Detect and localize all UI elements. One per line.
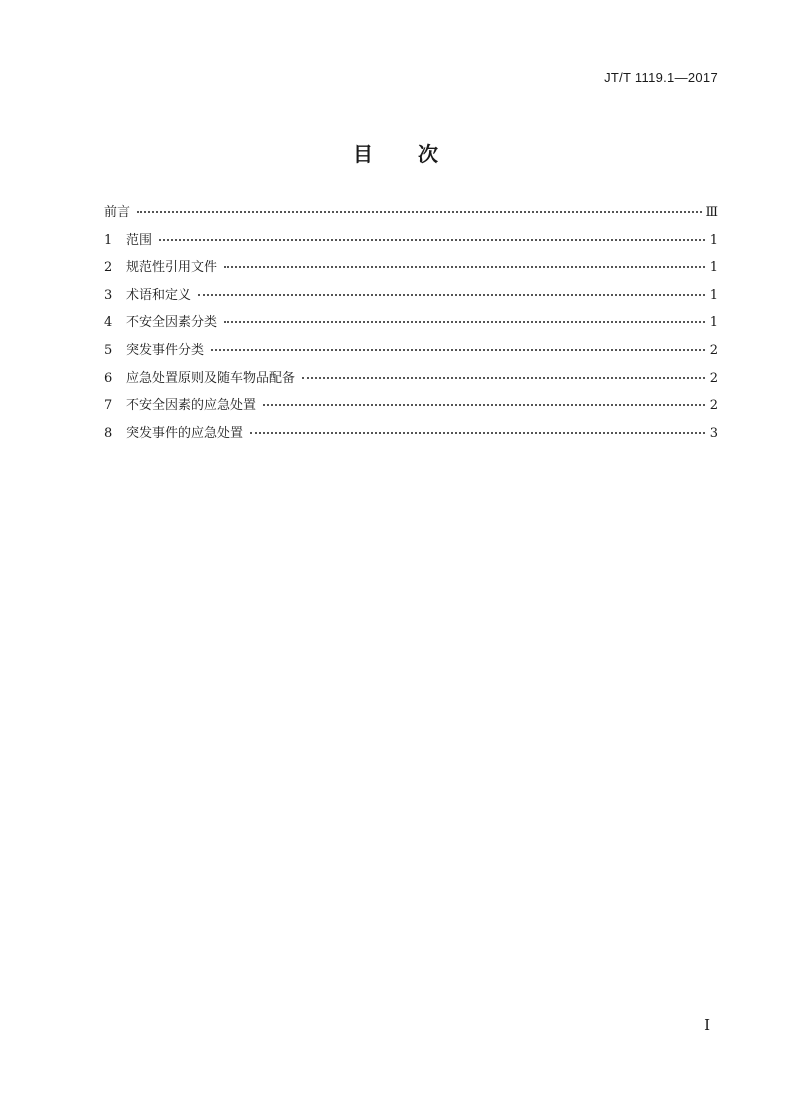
toc-leader-dots xyxy=(137,199,702,213)
toc-entry-page: 2 xyxy=(709,398,718,414)
toc-entry-label: 不安全因素的应急处置 xyxy=(126,398,257,414)
toc-entry-unsafe-factors-response[interactable] xyxy=(104,395,718,423)
toc-entry-page: 3 xyxy=(709,425,718,441)
toc-entry-page: 2 xyxy=(709,342,718,358)
toc-entry-number: 3 xyxy=(104,287,113,303)
toc-entry-number: 8 xyxy=(104,425,113,441)
toc-leader-dots xyxy=(159,227,705,241)
standard-code: JT/T 1119.1—2017 xyxy=(604,70,718,85)
toc-entry-label: 规范性引用文件 xyxy=(126,260,218,276)
toc-title-char-2: 次 xyxy=(418,142,439,166)
toc-entry-page: Ⅲ xyxy=(705,205,718,220)
toc-title-char-1: 目 xyxy=(353,142,374,166)
toc-entry-number: 1 xyxy=(104,232,113,248)
toc-entry-scope[interactable] xyxy=(104,230,718,258)
toc-entry-label: 术语和定义 xyxy=(126,287,192,303)
toc-entry-normative-references[interactable] xyxy=(104,257,718,285)
toc-entry-label: 突发事件的应急处置 xyxy=(126,425,244,441)
toc-entry-number: 7 xyxy=(104,398,113,414)
toc-leader-dots xyxy=(250,420,705,434)
toc-leader-dots xyxy=(198,282,705,296)
toc-leader-dots xyxy=(211,337,705,351)
toc-entry-page: 1 xyxy=(709,315,718,331)
toc-entry-label: 不安全因素分类 xyxy=(126,315,218,331)
toc-leader-dots xyxy=(224,254,705,268)
toc-entry-number: 4 xyxy=(104,315,113,331)
page-number: I xyxy=(704,1016,710,1034)
toc-entry-number: 2 xyxy=(104,260,113,276)
toc-entry-emergency-response[interactable] xyxy=(104,423,718,451)
toc-entry-label: 突发事件分类 xyxy=(126,342,205,358)
toc-entry-label: 应急处置原则及随车物品配备 xyxy=(126,370,296,386)
toc-entry-emergency-classification[interactable] xyxy=(104,340,718,368)
toc-leader-dots xyxy=(263,392,705,406)
toc-entry-number: 6 xyxy=(104,370,113,386)
toc-entry-page: 1 xyxy=(709,232,718,248)
toc-entry-principles-equipment[interactable] xyxy=(104,368,718,396)
toc-leader-dots xyxy=(224,309,705,323)
toc-entry-unsafe-factors-classification[interactable] xyxy=(104,312,718,340)
toc-entry-label: 前言 xyxy=(104,205,131,220)
toc-entry-number: 5 xyxy=(104,342,113,358)
toc-entry-page: 1 xyxy=(709,260,718,276)
toc-entry-label: 范围 xyxy=(126,232,153,248)
toc-list xyxy=(104,202,718,450)
toc-entry-page: 2 xyxy=(709,370,718,386)
toc-entry-terms-definitions[interactable] xyxy=(104,285,718,313)
toc-entry-foreword[interactable] xyxy=(104,202,718,230)
toc-entry-page: 1 xyxy=(709,287,718,303)
toc-title xyxy=(0,138,792,167)
toc-leader-dots xyxy=(302,365,705,379)
